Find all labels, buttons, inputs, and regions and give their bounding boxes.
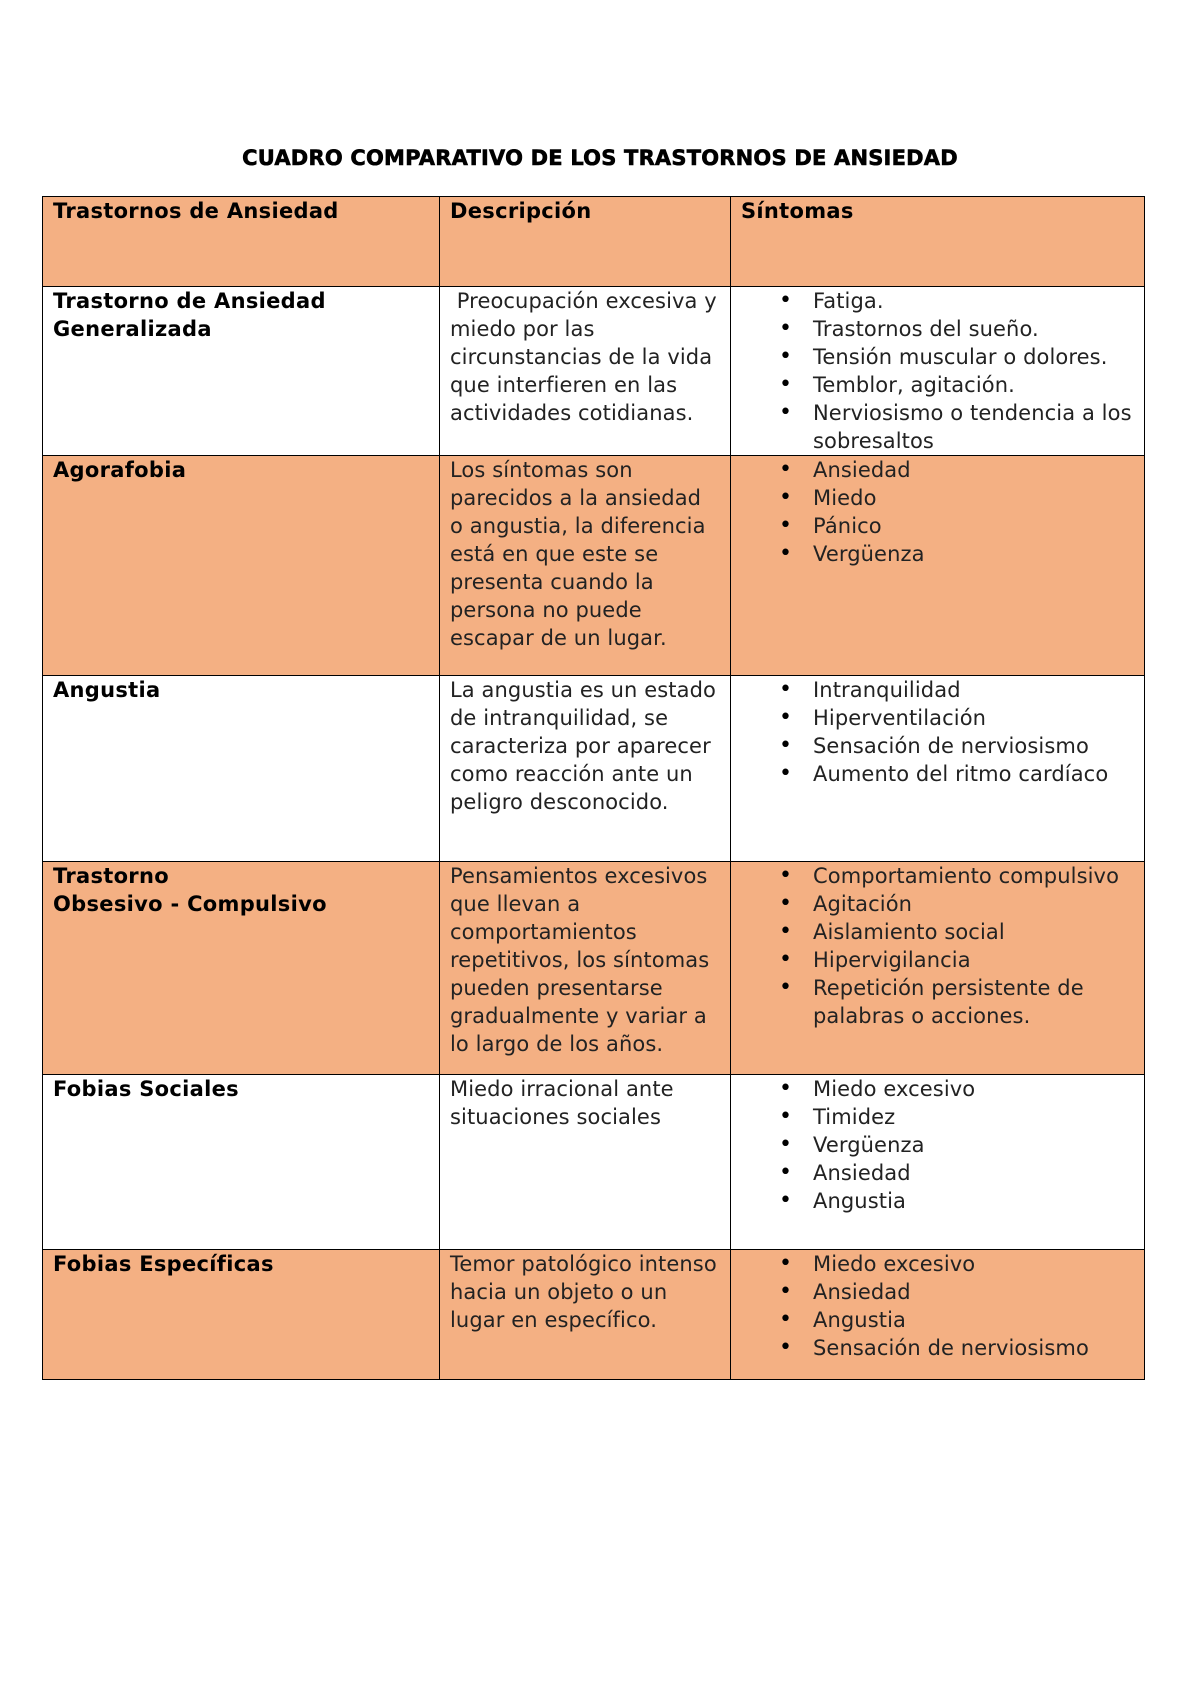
symptom-item: • Miedo excesivo xyxy=(813,1075,1134,1103)
row-symptoms xyxy=(731,862,1145,1075)
symptom-item: • Miedo xyxy=(813,484,1134,512)
row-symptoms xyxy=(731,1075,1145,1250)
header-sintomas: Síntomas xyxy=(731,197,1145,287)
symptom-item: • Angustia xyxy=(813,1306,1134,1334)
table-row xyxy=(43,456,1145,676)
symptom-item: • Aislamiento social xyxy=(813,918,1134,946)
symptom-item: • Ansiedad xyxy=(813,1278,1134,1306)
symptom-item: • Repetición persistente de palabras o acciones. xyxy=(813,974,1134,1030)
header-trastornos: Trastornos de Ansiedad xyxy=(43,197,440,287)
table-row xyxy=(43,1075,1145,1250)
symptom-item: • Timidez xyxy=(813,1103,1134,1131)
symptom-item: • Nerviosismo o tendencia a los sobresaltos xyxy=(813,399,1134,455)
symptom-list xyxy=(741,456,1134,568)
symptom-list xyxy=(741,1075,1134,1215)
symptom-list xyxy=(741,676,1134,788)
row-name: Trastorno Obsesivo - Compulsivo xyxy=(43,862,440,1075)
row-symptoms xyxy=(731,676,1145,862)
table-row xyxy=(43,1250,1145,1380)
symptom-item: • Comportamiento compulsivo xyxy=(813,862,1134,890)
row-name: Fobias Específicas xyxy=(43,1250,440,1380)
symptom-item: • Trastornos del sueño. xyxy=(813,315,1134,343)
row-name: Trastorno de Ansiedad Generalizada xyxy=(43,287,440,456)
row-name: Agorafobia xyxy=(43,456,440,676)
row-description: Miedo irracional ante situaciones sociales xyxy=(440,1075,731,1250)
symptom-item: • Ansiedad xyxy=(813,1159,1134,1187)
page-title: CUADRO COMPARATIVO DE LOS TRASTORNOS DE ANSIEDAD xyxy=(242,146,958,170)
symptom-item: • Sensación de nerviosismo xyxy=(813,1334,1134,1362)
row-symptoms xyxy=(731,456,1145,676)
symptom-list xyxy=(741,287,1134,455)
row-name: Fobias Sociales xyxy=(43,1075,440,1250)
header-descripcion: Descripción xyxy=(440,197,731,287)
row-symptoms xyxy=(731,1250,1145,1380)
row-description: La angustia es un estado de intranquilidad, se caracteriza por aparecer como reacción ante un peligro desconocido. xyxy=(440,676,731,862)
symptom-item: • Temblor, agitación. xyxy=(813,371,1134,399)
symptom-list xyxy=(741,862,1134,1030)
symptom-item: • Vergüenza xyxy=(813,540,1134,568)
symptom-item: • Hiperventilación xyxy=(813,704,1134,732)
symptom-item: • Fatiga. xyxy=(813,287,1134,315)
row-description: Temor patológico intenso hacia un objeto o un lugar en específico. xyxy=(440,1250,731,1380)
row-description: Los síntomas son parecidos a la ansiedad o angustia, la diferencia está en que este se presenta cuando la persona no puede escapar de un lugar. xyxy=(440,456,731,676)
symptom-item: • Vergüenza xyxy=(813,1131,1134,1159)
symptom-item: • Tensión muscular o dolores. xyxy=(813,343,1134,371)
table-row xyxy=(43,862,1145,1075)
symptom-item: • Agitación xyxy=(813,890,1134,918)
table-row xyxy=(43,676,1145,862)
symptom-item: • Angustia xyxy=(813,1187,1134,1215)
table-row xyxy=(43,287,1145,456)
row-name: Angustia xyxy=(43,676,440,862)
row-description: Pensamientos excesivos que llevan a comportamientos repetitivos, los síntomas pueden presentarse gradualmente y variar a lo largo de los años. xyxy=(440,862,731,1075)
symptom-item: • Ansiedad xyxy=(813,456,1134,484)
table-header-row xyxy=(43,197,1145,287)
symptom-item: • Intranquilidad xyxy=(813,676,1134,704)
symptom-list xyxy=(741,1250,1134,1362)
comparison-table xyxy=(42,196,1145,1380)
symptom-item: • Hipervigilancia xyxy=(813,946,1134,974)
symptom-item: • Pánico xyxy=(813,512,1134,540)
symptom-item: • Aumento del ritmo cardíaco xyxy=(813,760,1134,788)
symptom-item: • Miedo excesivo xyxy=(813,1250,1134,1278)
row-description: Preocupación excesiva y miedo por las circunstancias de la vida que interfieren en las actividades cotidianas. xyxy=(440,287,731,456)
row-symptoms xyxy=(731,287,1145,456)
symptom-item: • Sensación de nerviosismo xyxy=(813,732,1134,760)
